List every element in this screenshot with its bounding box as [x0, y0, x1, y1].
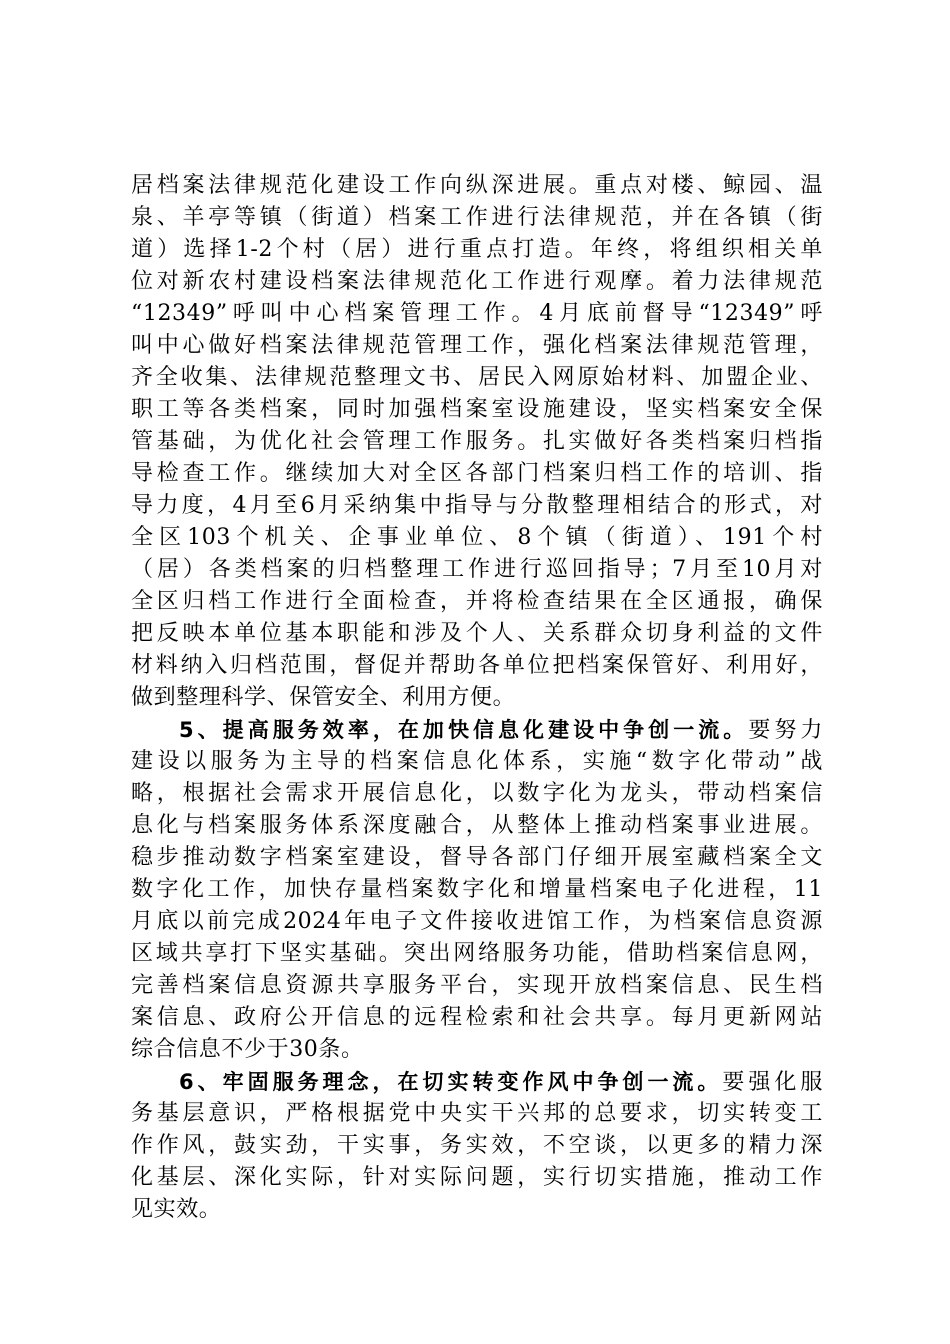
text-run: 要强化服: [722, 1070, 823, 1095]
text-line: 居档案法律规范化建设工作向纵深进展。重点对楼、鲸园、温: [131, 173, 823, 198]
section-heading-line: [131, 1066, 823, 1098]
text-line: 泉、羊亭等镇（街道）档案工作进行法律规范，并在各镇（街: [131, 205, 823, 230]
text-line: 月底以前完成2024年电子文件接收进馆工作，为档案信息资源: [131, 909, 823, 934]
text-line: 略，根据社会需求开展信息化，以数字化为龙头，带动档案信: [131, 781, 823, 806]
text-line: 综合信息不少于30条。: [131, 1037, 364, 1062]
text-line: 稳步推动数字档案室建设，督导各部门仔细开展室藏档案全文: [131, 845, 823, 870]
text-line: 务基层意识，严格根据党中央实干兴邦的总要求，切实转变工: [131, 1101, 823, 1126]
text-line: 数字化工作，加快存量档案数字化和增量档案电子化进程，11: [131, 877, 823, 902]
text-line: 职工等各类档案，同时加强档案室设施建设，坚实档案安全保: [131, 397, 823, 422]
text-line: 建设以服务为主导的档案信息化体系，实施“数字化带动”战: [131, 749, 823, 774]
text-line: 叫中心做好档案法律规范管理工作，强化档案法律规范管理，: [131, 333, 823, 358]
text-line: 区域共享打下坚实基础。突出网络服务功能，借助档案信息网，: [131, 941, 823, 966]
section-heading: 5、提高服务效率，在加快信息化建设中争创一流。: [179, 718, 749, 742]
text-line: （居）各类档案的归档整理工作进行巡回指导；7月至10月对: [131, 557, 823, 582]
text-line: 位对新农村建设档案法律规范化工作进行观摩。着力法律规范: [131, 269, 823, 294]
text-line: 全区103个机关、企事业单位、8个镇（街道）、191个村: [131, 525, 823, 550]
text-line: 全区归档工作进行全面检查，并将检查结果在全区通报，确保: [131, 589, 823, 614]
text-line: 材料纳入归档范围，督促并帮助各单位把档案保管好、利用好，: [131, 653, 823, 678]
document-body: [131, 170, 823, 1226]
paragraph-section-6: [131, 1066, 823, 1226]
text-line: 作作风，鼓实劲，干实事，务实效，不空谈，以更多的精力深: [131, 1133, 823, 1158]
text-line: 导力度，4月至6月采纳集中指导与分散整理相结合的形式，对: [131, 493, 823, 518]
text-line: 案信息、政府公开信息的远程检索和社会共享。每月更新网站: [131, 1005, 823, 1030]
text-line: 齐全收集、法律规范整理文书、居民入网原始材料、加盟企业、: [131, 365, 823, 390]
text-line: 导检查工作。继续加大对全区各部门档案归档工作的培训、指: [131, 461, 823, 486]
text-line: 见实效。: [131, 1197, 222, 1222]
text-run: 要努力: [748, 718, 823, 743]
paragraph-section-5: [131, 714, 823, 1066]
text-line: 把反映本单位基本职能和涉及个人、关系群众切身利益的文件: [131, 621, 823, 646]
text-line: 做到整理科学、保管安全、利用方便。: [131, 685, 516, 710]
paragraph-archive-standardization: [131, 170, 823, 714]
section-heading: 6、牢固服务理念，在切实转变作风中争创一流。: [179, 1070, 723, 1094]
text-line: 化基层、深化实际，针对实际问题，实行切实措施，推动工作: [131, 1165, 823, 1190]
section-heading-line: [131, 714, 823, 746]
text-line: 道）选择1-2个村（居）进行重点打造。年终，将组织相关单: [131, 237, 823, 262]
text-line: “12349”呼叫中心档案管理工作。4月底前督导“12349”呼: [131, 301, 823, 326]
text-line: 息化与档案服务体系深度融合，从整体上推动档案事业进展。: [131, 813, 823, 838]
text-line: 完善档案信息资源共享服务平台，实现开放档案信息、民生档: [131, 973, 823, 998]
text-line: 管基础，为优化社会管理工作服务。扎实做好各类档案归档指: [131, 429, 823, 454]
